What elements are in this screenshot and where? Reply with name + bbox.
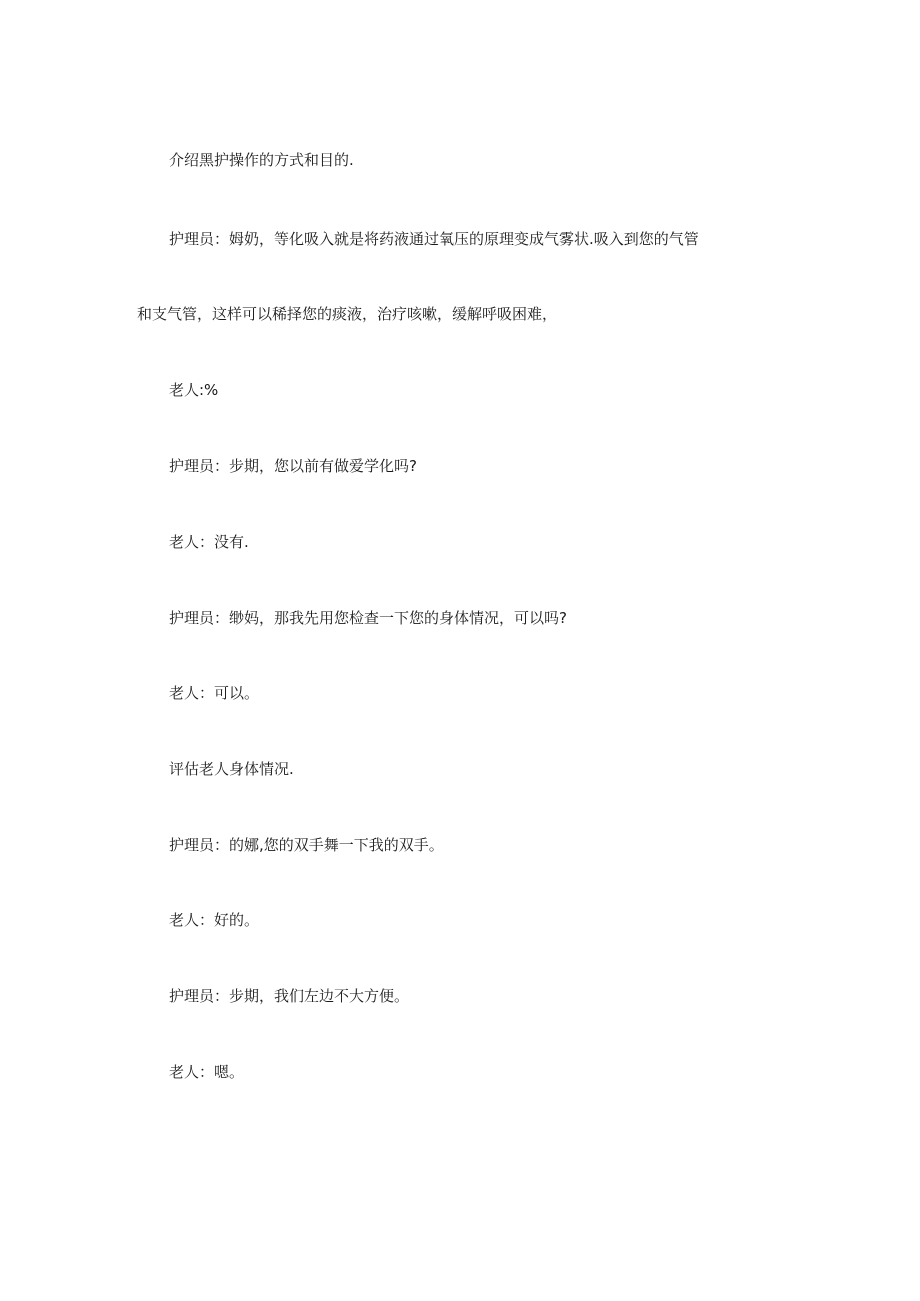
paragraph-caregiver-1: 护理员：姆奶，等化吸入就是将药液通过氧压的原理变成气雾状.吸入到您的气管 — [169, 230, 699, 248]
paragraph-caregiver-5: 护理员：步期，我们左边不大方便。 — [169, 987, 410, 1005]
paragraph-elder-2: 老人：没有. — [169, 533, 249, 551]
paragraph-caregiver-4: 护理员：的娜,您的双手舞一下我的双手。 — [169, 836, 444, 854]
paragraph-elder-3: 老人：可以。 — [169, 684, 260, 702]
paragraph-caregiver-3: 护理员：缈妈，那我先用您检查一下您的身体情况，可以吗? — [169, 609, 567, 627]
paragraph-elder-4: 老人：好的。 — [169, 911, 260, 929]
paragraph-caregiver-1-cont: 和支气管，这样可以稀择您的痰液，治疗咳嗽，缓解呼吸困难， — [137, 305, 558, 323]
paragraph-intro: 介绍黑护操作的方式和目的. — [169, 151, 354, 169]
paragraph-elder-5: 老人：嗯。 — [169, 1063, 245, 1081]
paragraph-elder-1: 老人:% — [169, 381, 219, 399]
paragraph-caregiver-2: 护理员：步期，您以前有做爱学化吗? — [169, 457, 417, 475]
paragraph-assess: 评估老人身体情况. — [169, 760, 294, 778]
